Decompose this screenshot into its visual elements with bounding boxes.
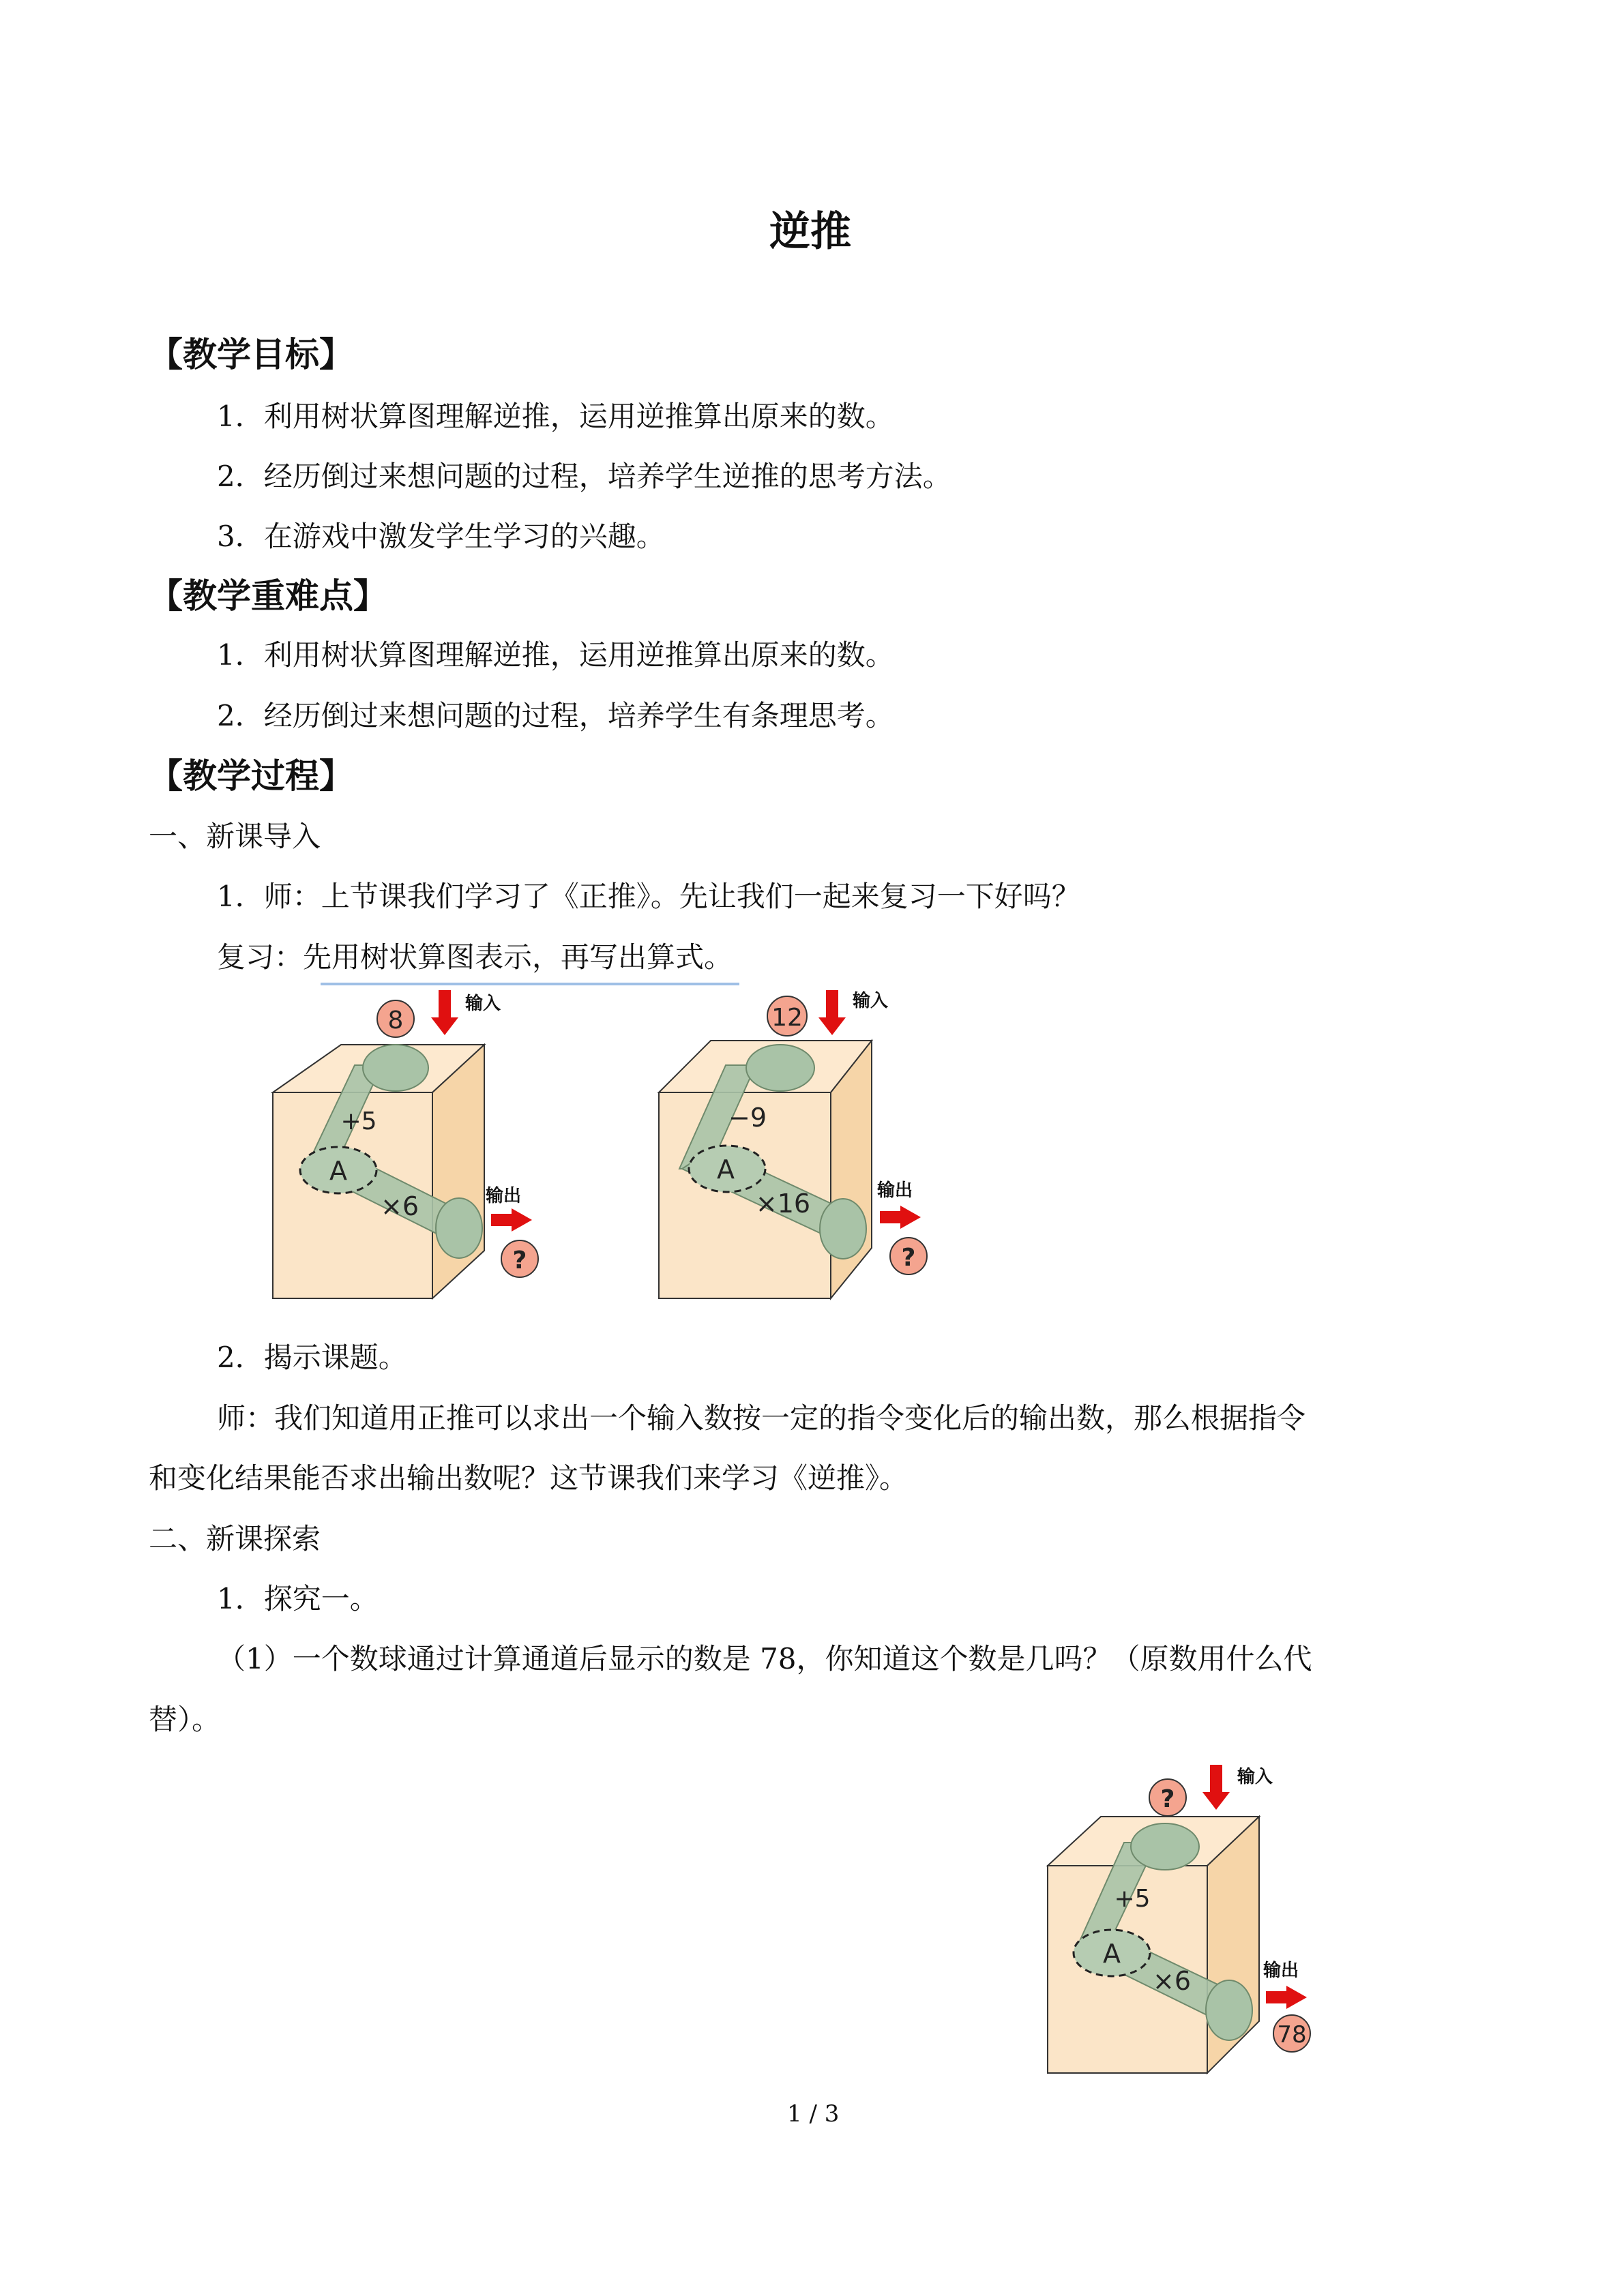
tree-diagram-3 (1048, 1762, 1334, 2077)
op2-label: ×6 (1152, 1966, 1192, 1996)
question-line-2: 替）。 (149, 1703, 221, 1736)
input-value: ? (1160, 1785, 1175, 1813)
input-slot (746, 1045, 814, 1091)
teacher-line-2: 和变化结果能否求出输出数呢？这节课我们来学习《逆推》。 (149, 1461, 909, 1495)
node-label: A (329, 1156, 347, 1186)
teacher-line-1: 师：我们知道用正推可以求出一个输入数按一定的指令变化后的输出数，那么根据指令 (217, 1401, 1306, 1435)
output-label: 输出 (486, 1186, 522, 1206)
op1-label: −9 (728, 1103, 767, 1133)
output-arrow-icon (1266, 1986, 1307, 2009)
output-slot (820, 1199, 866, 1259)
objective-item: 1．利用树状算图理解逆推，运用逆推算出原来的数。 (217, 400, 894, 433)
part2-title: 二、新课探索 (149, 1522, 321, 1555)
op2-label: ×16 (755, 1189, 811, 1219)
question-line-1: （1）一个数球通过计算通道后显示的数是 78，你知道这个数是几吗？（原数用什么代 (217, 1642, 1312, 1675)
page-title: 逆推 (769, 208, 851, 256)
process-heading: 【教学过程】 (149, 756, 353, 796)
input-arrow-icon (431, 990, 458, 1035)
input-slot (363, 1045, 428, 1091)
output-arrow-icon (491, 1208, 532, 1232)
input-value: 12 (771, 1004, 803, 1032)
tree-diagram-1 (273, 990, 559, 1305)
node-label: A (717, 1154, 735, 1184)
output-label: 输出 (877, 1180, 913, 1201)
part1-title: 一、新课导入 (149, 820, 321, 853)
key-point-item: 2．经历倒过来想问题的过程，培养学生有条理思考。 (217, 699, 894, 732)
output-slot (1206, 1980, 1252, 2040)
input-slot (1131, 1823, 1199, 1870)
op1-label: +5 (340, 1107, 377, 1135)
input-label: 输入 (853, 991, 889, 1011)
tree-diagram-2 (659, 990, 945, 1305)
key-points-heading: 【教学重难点】 (149, 576, 387, 616)
op2-label: ×6 (380, 1191, 419, 1221)
output-arrow-icon (880, 1206, 921, 1229)
input-arrow-icon (1202, 1765, 1230, 1810)
output-slot (436, 1198, 482, 1258)
review-underline (321, 983, 739, 985)
input-label: 输入 (1237, 1767, 1273, 1787)
objective-item: 2．经历倒过来想问题的过程，培养学生逆推的思考方法。 (217, 460, 951, 493)
output-value: ? (901, 1244, 916, 1272)
key-point-item: 1．利用树状算图理解逆推，运用逆推算出原来的数。 (217, 638, 894, 672)
input-value: 8 (387, 1007, 404, 1034)
part2-step1: 1．探究一。 (217, 1582, 379, 1615)
review-text: 复习：先用树状算图表示，再写出算式。 (217, 940, 733, 974)
page-number: 1 / 3 (787, 2100, 840, 2128)
input-arrow-icon (818, 990, 846, 1035)
op1-label: +5 (1114, 1885, 1151, 1913)
output-value: ? (512, 1247, 527, 1274)
input-label: 输入 (465, 994, 501, 1014)
output-value: 78 (1277, 2021, 1307, 2048)
part1-step1: 1．师：上节课我们学习了《正推》。先让我们一起来复习一下好吗？ (217, 880, 1080, 913)
objective-item: 3．在游戏中激发学生学习的兴趣。 (217, 520, 665, 553)
node-label: A (1103, 1939, 1121, 1969)
objectives-heading: 【教学目标】 (149, 335, 353, 374)
part1-step2: 2．揭示课题。 (217, 1341, 407, 1374)
output-label: 输出 (1263, 1960, 1299, 1981)
